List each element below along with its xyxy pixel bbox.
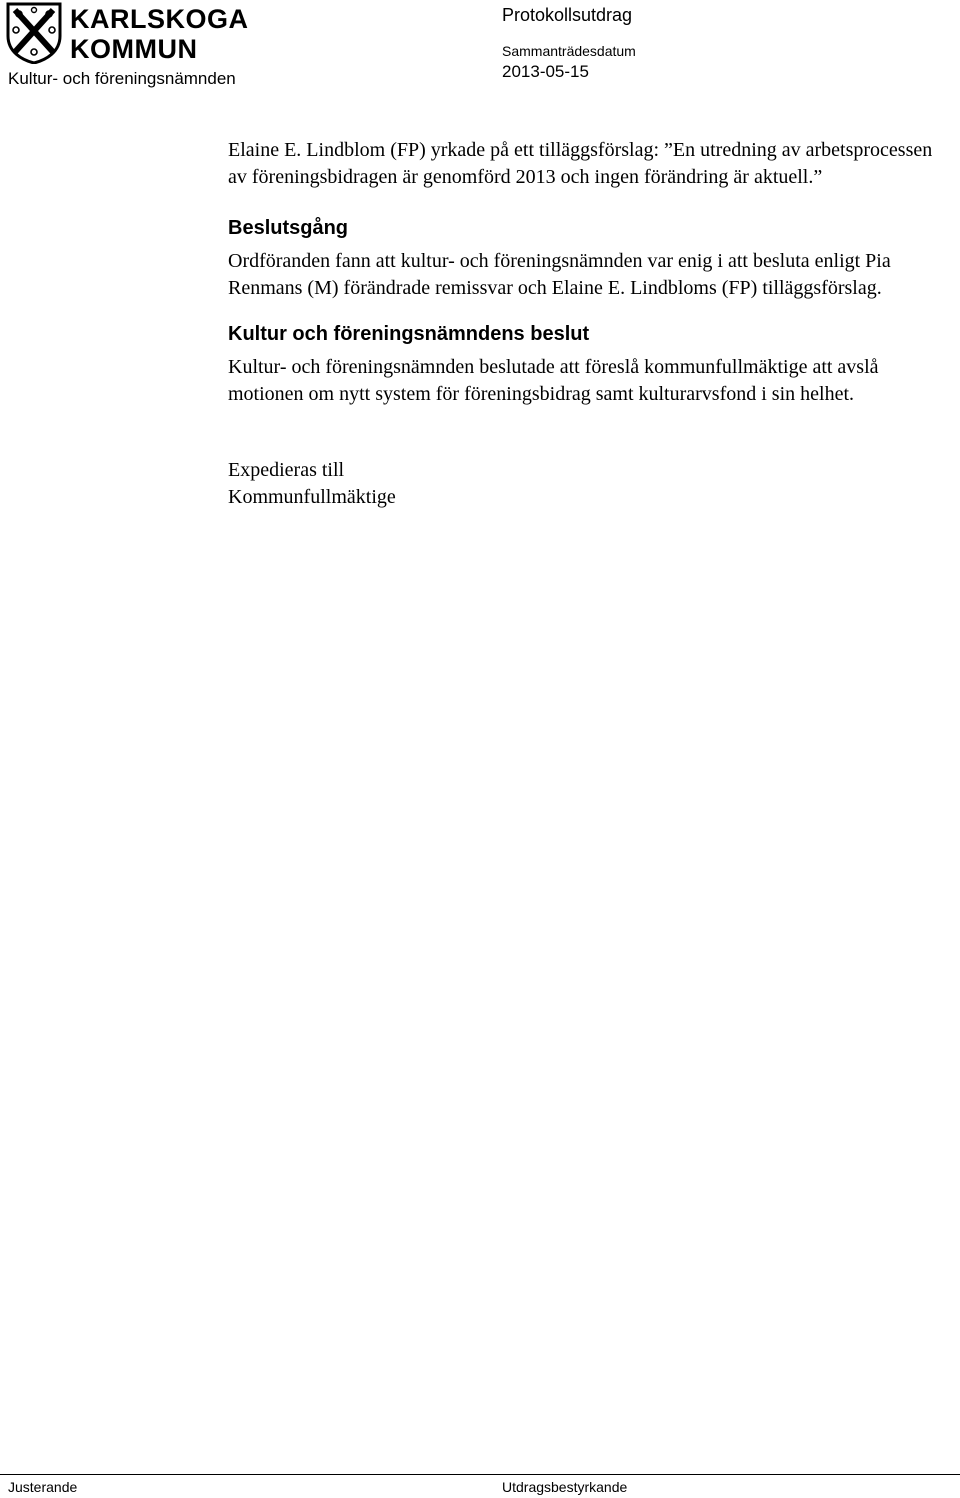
- footer-divider: [0, 1474, 960, 1475]
- document-body: [228, 137, 948, 510]
- org-name-line1: KARLSKOGA: [70, 4, 249, 34]
- decision-text: Kultur- och föreningsnämnden beslutade att föreslå kommunfullmäktige att avslå motionen om nytt system för föreningsbidrag samt kulturarvsfond i sin helhet.: [228, 356, 879, 405]
- decision-process-text: Ordföranden fann att kultur- och föreningsnämnden var enig i att besluta enligt Pia Renmans (M) förändrade remissvar och Elaine E. Lindbloms (FP) tilläggsförslag.: [228, 250, 891, 299]
- meeting-date-label: Sammanträdesdatum: [502, 43, 636, 59]
- dispatch-label: Expedieras till: [228, 459, 345, 481]
- dispatch-recipient: Kommunfullmäktige: [228, 485, 396, 508]
- intro-paragraph: Elaine E. Lindblom (FP) yrkade på ett tilläggsförslag: ”En utredning av arbetsprocessen av föreningsbidragen är genomförd 2013 och ingen förändring är aktuell.”: [228, 139, 933, 188]
- footer-adjuster-label: Justerande: [8, 1479, 78, 1495]
- org-name-line2: KOMMUN: [70, 34, 198, 64]
- decision-heading: Kultur och föreningsnämndens beslut: [228, 323, 590, 345]
- footer-certification-label: Utdragsbestyrkande: [502, 1479, 628, 1495]
- decision-process-heading: Beslutsgång: [228, 217, 349, 239]
- document-type: Protokollsutdrag: [502, 5, 633, 25]
- committee-name: Kultur- och föreningsnämnden: [8, 69, 236, 88]
- organization-name: [70, 4, 249, 64]
- meeting-date-value: 2013-05-15: [502, 62, 589, 81]
- coat-of-arms-icon: [6, 2, 62, 64]
